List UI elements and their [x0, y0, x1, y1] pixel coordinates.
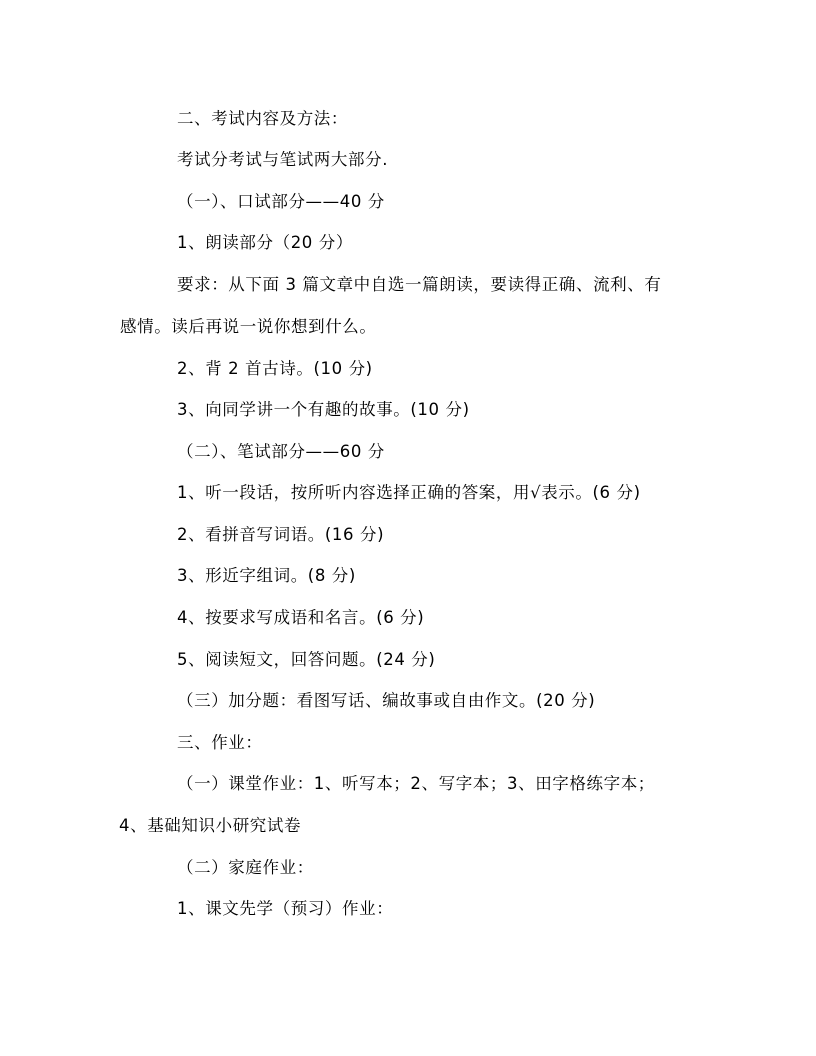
- paragraph-line: 考试分考试与笔试两大部分.: [177, 150, 389, 169]
- subsection-heading-home-homework: （二）家庭作业：: [177, 858, 314, 877]
- list-item: 2、看拼音写词语。(16 分): [177, 525, 385, 544]
- paragraph-line: 要求：从下面 3 篇文章中自选一篇朗读，要读得正确、流利、有: [177, 275, 662, 294]
- list-item: 3、形近字组词。(8 分): [177, 566, 356, 585]
- paragraph-line: 感情。读后再说一说你想到什么。: [120, 317, 377, 336]
- list-item: 1、朗读部分（20 分）: [177, 233, 353, 252]
- list-item: 4、按要求写成语和名言。(6 分): [177, 608, 425, 627]
- section-heading-exam-content: 二、考试内容及方法：: [177, 109, 348, 128]
- subsection-heading-written: （二）、笔试部分——60 分: [177, 442, 385, 461]
- list-item: 1、听一段话，按所听内容选择正确的答案，用√表示。(6 分): [177, 483, 641, 502]
- paragraph-line: 4、基础知识小研究试卷: [119, 816, 302, 835]
- list-item: 3、向同学讲一个有趣的故事。(10 分): [177, 400, 470, 419]
- list-item: 2、背 2 首古诗。(10 分): [177, 359, 373, 378]
- subsection-heading-oral: （一）、口试部分——40 分: [177, 192, 385, 211]
- paragraph-line: （一）课堂作业：1、听写本；2、写字本；3、田字格练字本；: [177, 774, 655, 793]
- list-item: 5、阅读短文，回答问题。(24 分): [177, 650, 436, 669]
- subsection-heading-bonus: （三）加分题：看图写话、编故事或自由作文。(20 分): [177, 691, 596, 710]
- section-heading-homework: 三、作业：: [177, 733, 263, 752]
- list-item: 1、课文先学（预习）作业：: [177, 899, 394, 918]
